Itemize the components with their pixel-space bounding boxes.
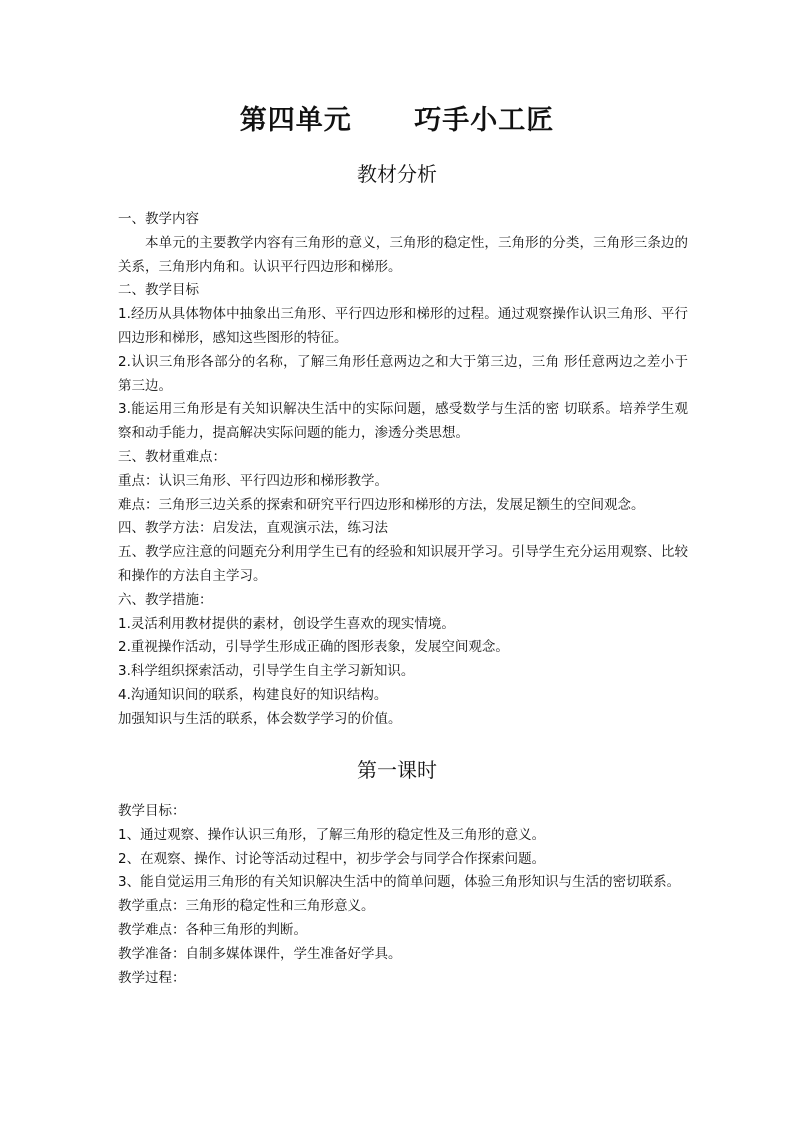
paragraph: 2.重视操作活动，引导学生形成正确的图形表象，发展空间观念。 [118, 639, 509, 656]
paragraph: 1、通过观察、操作认识三角形，了解三角形的稳定性及三角形的意义。 [118, 826, 546, 843]
paragraph: 2.认识三角形各部分的名称，了解三角形任意两边之和大于第三边，三角 形任意两边之差小于第三边。 [118, 353, 688, 394]
paragraph: 3.科学组织探索活动，引导学生自主学习新知识。 [118, 663, 415, 680]
paragraph: 四、教学方法：启发法，直观演示法，练习法 [118, 520, 388, 537]
paragraph: 本单元的主要教学内容有三角形的意义，三角形的稳定性，三角形的分类，三角形三条边的关系，三角形内角和。认识平行四边形和梯形。 [118, 234, 688, 275]
paragraph: 2、在观察、操作、讨论等活动过程中，初步学会与同学合作探索问题。 [118, 850, 546, 867]
paragraph: 六、教学措施： [118, 591, 213, 608]
paragraph: 1.经历从具体物体中抽象出三角形、平行四边形和梯形的过程。通过观察操作认识三角形、平行四边形和梯形，感知这些图形的特征。 [118, 306, 688, 346]
paragraph: 二、教学目标 [118, 282, 199, 299]
paragraph: 一、教学内容 [118, 211, 199, 227]
paragraph: 4.沟通知识间的联系，构建良好的知识结构。 [118, 686, 388, 703]
paragraph: 三、教材重难点： [118, 448, 226, 465]
lesson-body [118, 800, 688, 990]
paragraph: 1.灵活利用教材提供的素材，创设学生喜欢的现实情境。 [118, 615, 455, 632]
analysis-body [118, 208, 688, 732]
paragraph: 教学难点：各种三角形的判断。 [118, 921, 307, 938]
paragraph: 五、教学应注意的问题充分利用学生已有的经验和知识展开学习。引导学生充分运用观察、比较 和操作的方法自主学习。 [118, 544, 688, 584]
paragraph: 教学过程： [118, 969, 186, 986]
paragraph: 教学目标： [118, 803, 186, 819]
paragraph: 重点：认识三角形、平行四边形和梯形教学。 [118, 472, 388, 489]
lesson-heading: 第一课时 [357, 758, 437, 782]
analysis-heading: 教材分析 [357, 162, 437, 186]
paragraph: 加强知识与生活的联系，体会数学学习的价值。 [118, 710, 402, 727]
paragraph: 难点：三角形三边关系的探索和研究平行四边形和梯形的方法，发展足额生的空间观念。 [118, 496, 645, 513]
paragraph: 3、能自觉运用三角形的有关知识解决生活中的简单问题，体验三角形知识与生活的密切联系。 [118, 874, 681, 891]
unit-title: 第四单元 巧手小工匠 [239, 105, 555, 136]
paragraph: 3.能运用三角形是有关知识解决生活中的实际问题，感受数学与生活的密 切联系。培养学生观察和动手能力，提高解决实际问题的能力，渗透分类思想。 [118, 401, 688, 442]
paragraph: 教学重点：三角形的稳定性和三角形意义。 [118, 898, 375, 915]
paragraph: 教学准备：自制多媒体课件，学生准备好学具。 [118, 945, 402, 962]
